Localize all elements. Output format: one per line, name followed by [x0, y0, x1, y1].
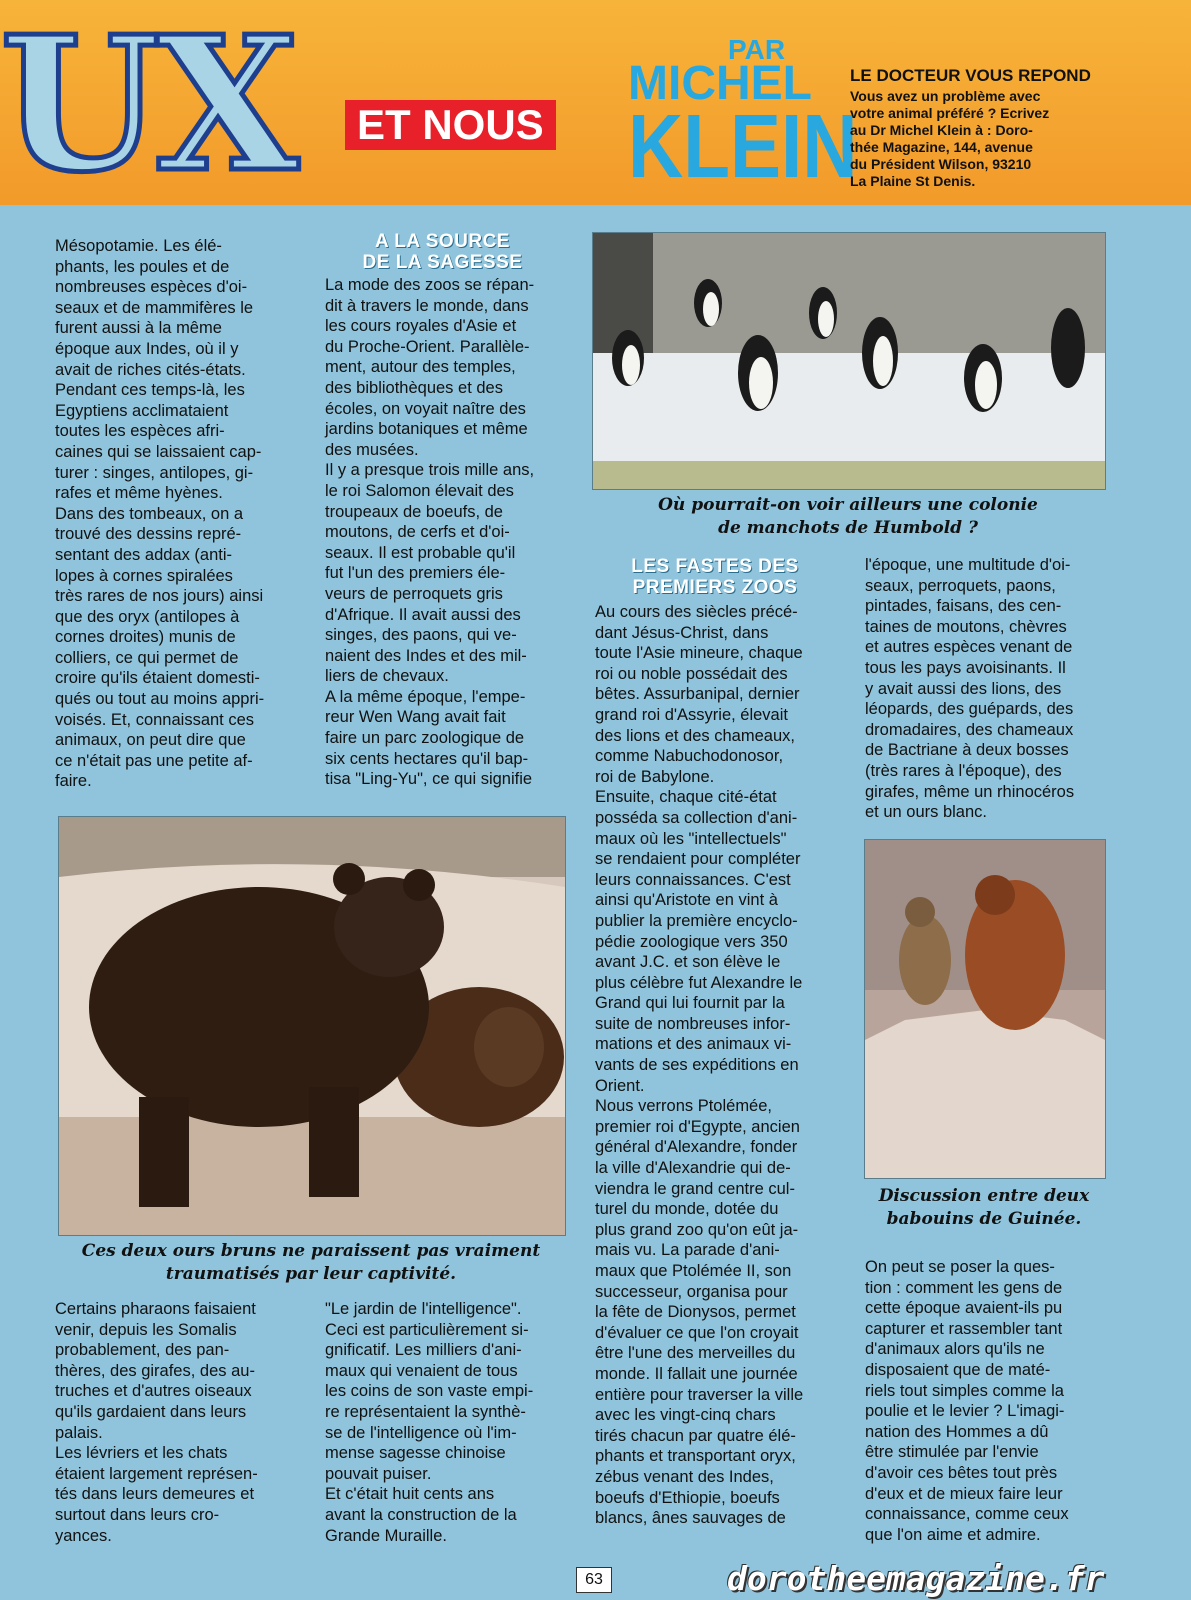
column-title: LE DOCTEUR VOUS REPOND — [850, 66, 1091, 85]
column-intro: Vous avez un problème avec votre animal préféré ? Ecrivez au Dr Michel Klein à : Doro- thée Magazine, 144, avenue du Président Wilson, 93210 La Plaine St Denis. — [850, 88, 1050, 189]
article-column-1-bottom: Certains pharaons faisaient venir, depuis les Somalis probablement, des pan- thères, des girafes, des au- truches et d'autres oiseaux qu'ils gardaient dans leurs palais. Les lévriers et les chats étaient largement représen- tés dans leurs demeures et surtout dans leurs cro- yances. — [55, 1300, 258, 1545]
byline-prefix: PAR — [728, 34, 786, 65]
site-watermark: dorotheemagazine.fr — [727, 1559, 1105, 1598]
title-big-letters: UX — [0, 0, 293, 213]
caption-bears: Ces deux ours bruns ne paraissent pas vraiment traumatisés par leur captivité. — [81, 1241, 541, 1284]
baboons-photo — [864, 839, 1106, 1179]
author-first-name: MICHEL — [628, 57, 812, 110]
article-column-2-bottom: "Le jardin de l'intelligence". Ceci est particulièrement si- gnificatif. Les milliers d'ani- maux qui venaient de tous les coins de son vaste empi- re représentaient la synthè- se de l'intelligence où l'im- mense sagesse chinoise pouvait puiser. Et c'était huit cents ans avant la construction de la Grande Muraille. — [325, 1300, 534, 1545]
title-tag: ET NOUS — [345, 100, 556, 150]
caption-penguins: Où pourrait-on voir ailleurs une colonie de manchots de Humbold ? — [658, 495, 1038, 538]
header-banner — [0, 0, 1191, 213]
author-last-name: KLEIN — [628, 97, 858, 197]
page-number: 63 — [576, 1567, 612, 1593]
article-column-4-bottom: On peut se poser la ques- tion : comment les gens de cette époque avaient-ils pu capturer et rassembler tant d'animaux alors qu'ils ne disposaient que de maté- riels tout simples comme la poulie et le levier ? L'imagi- nation des Hommes a dû être stimulée par l'envie d'avoir ces bêtes tout près d'eux et de mieux faire leur connaissance, comme ceux que l'on aime et admire. — [865, 1258, 1069, 1544]
subhead-fastes-zoos: LES FASTES DES PREMIERS ZOOS — [631, 556, 799, 598]
article-column-3: Au cours des siècles précé- dant Jésus-Christ, dans toute l'Asie mineure, chaque roi ou noble possédait des bêtes. Assurbanipal, dernier grand roi d'Assyrie, élevait des lions et des chameaux, comme Nabuchodonosor, roi de Babylone. Ensuite, chaque cité-état posséda sa collection d'ani- maux où les "intellectuels" se rendaient pour compléter leurs connaissances. C'est ainsi qu'Aristote en vint à publier la première encyclo- pédie zoologique vers 350 avant J.C. et son élève le plus célèbre fut Alexandre le Grand qui lui fournit par la suite de nombreuses infor- mations et des animaux vi- vants de ses expéditions en Orient. Nous verrons Ptolémée, premier roi d'Egypte, ancien général d'Alexandre, fonder la ville d'Alexandrie qui de- viendra le grand centre cul- turel du monde, dotée du plus grand zoo qu'on eût ja- mais vu. La parade d'ani- maux que Ptolémée II, son successeur, organisa pour la fête de Dionysos, permet d'évaluer ce que l'on croyait être l'une des merveilles du monde. Il fallait une journée entière pour traverser la ville avec les vingt-cinq chars tirés chacun par quatre élé- phants et transportant oryx, zébus venant des Indes, boeufs d'Ethiopie, boeufs blancs, ânes sauvages de — [595, 603, 804, 1528]
article-column-4-top: l'époque, une multitude d'oi- seaux, perroquets, paons, pintades, faisans, des cen- taines de moutons, chèvres et autres espèces venant de tous les pays avoisinants. Il y avait aussi des lions, des léopards, des guépards, des dromadaires, des chameaux de Bactriane à deux bosses (très rares à l'époque), des girafes, même un rhinocéros et un ours blanc. — [865, 556, 1075, 822]
bears-photo — [58, 816, 566, 1236]
caption-baboons: Discussion entre deux babouins de Guinée. — [878, 1186, 1090, 1229]
article-column-2-top: La mode des zoos se répan- dit à travers le monde, dans les cours royales d'Asie et du Proche-Orient. Parallèle- ment, autour des temples, des bibliothèques et des écoles, on voyait naître des jardins botaniques et même des musées. Il y a presque trois mille ans, le roi Salomon élevait des troupeaux de boeufs, de moutons, de cerfs et d'oi- seaux. Il est probable qu'il fut l'un des premiers éle- veurs de perroquets gris d'Afrique. Il avait aussi des singes, des paons, qui ve- naient des Indes et des mil- liers de chevaux. A la même époque, l'empe- reur Wen Wang avait fait faire un parc zoologique de six cents hectares qu'il bap- tisa "Ling-Yu", ce qui signifie — [325, 276, 535, 789]
subhead-source-sagesse: A LA SOURCE DE LA SAGESSE — [362, 231, 523, 273]
article-column-1-top: Mésopotamie. Les élé- phants, les poules et de nombreuses espèces d'oi- seaux et de mammifères le furent aussi à la même époque aux Indes, où il y avait de riches cités-états. Pendant ces temps-là, les Egyptiens acclimataient toutes les espèces afri- caines qui se laissaient cap- turer : singes, antilopes, gi- rafes et même hyènes. Dans des tombeaux, on a trouvé des dessins repré- sentant des addax (anti- lopes à cornes spiralées très rares de nos jours) ainsi que des oryx (antilopes à cornes droites) munis de colliers, ce qui permet de croire qu'ils étaient domesti- qués ou tout au moins appri- voisés. Et, connaissant ces animaux, on peut dire que ce n'était pas une petite af- faire. — [55, 237, 265, 791]
penguins-photo — [592, 232, 1106, 490]
